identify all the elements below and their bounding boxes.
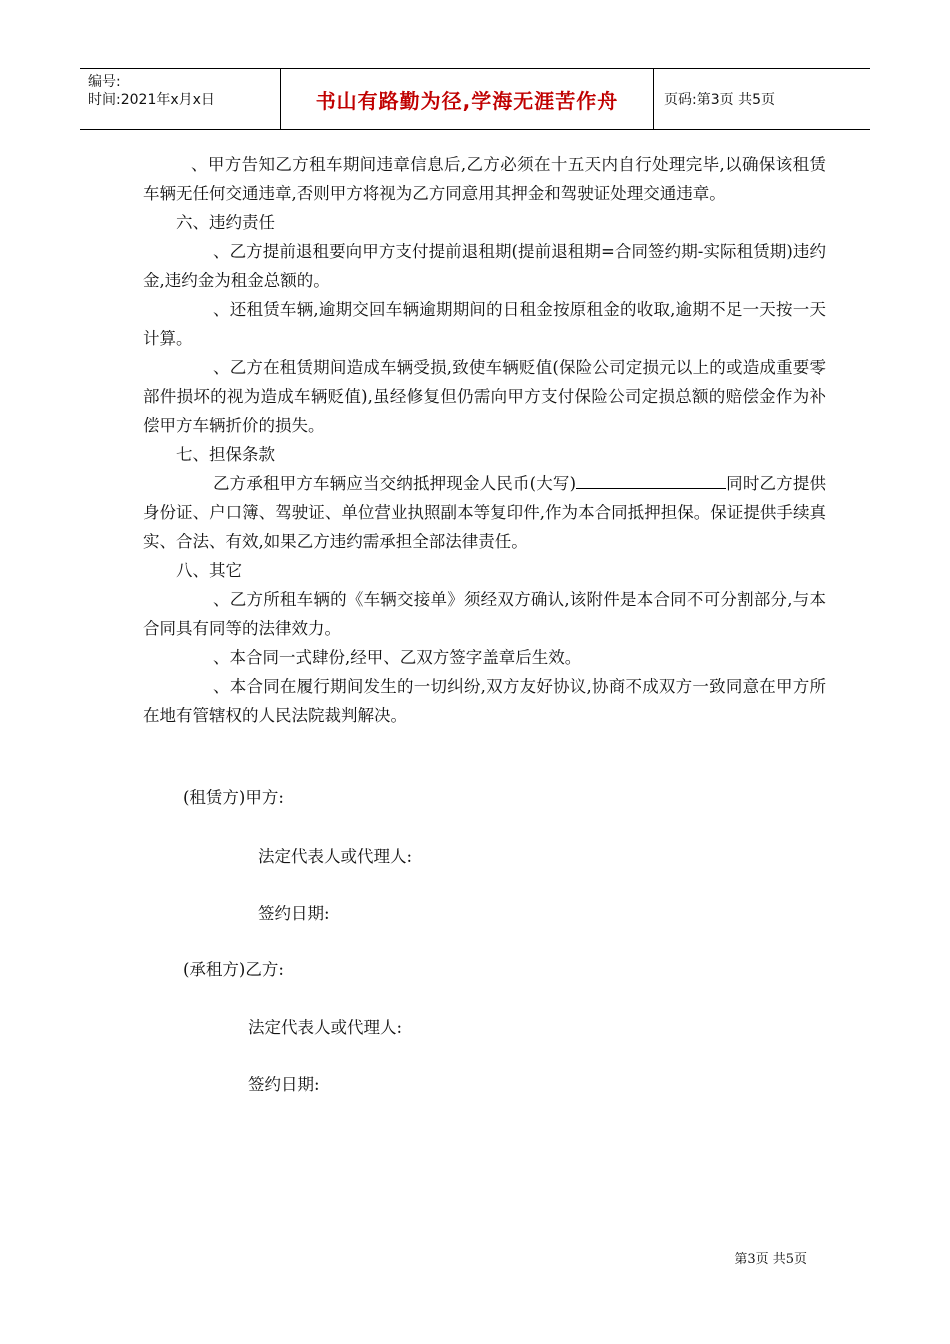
header-page-label: 页码:第3页 共5页	[664, 92, 775, 108]
clause-handover-sheet: 、乙方所租车辆的《车辆交接单》须经双方确认,该附件是本合同不可分割部分,与本合同具有同等的法律效力。	[143, 590, 826, 638]
section-heading-other: 八、其它	[176, 561, 242, 580]
lessor-sign-date-label: 签约日期:	[258, 904, 330, 923]
clause-copies: 、本合同一式肆份,经甲、乙双方签字盖章后生效。	[213, 648, 582, 667]
section-heading-guarantee: 七、担保条款	[176, 445, 275, 464]
lessor-representative-label: 法定代表人或代理人:	[258, 847, 413, 866]
lessee-sign-date-label: 签约日期:	[248, 1075, 320, 1094]
clause-vehicle-damage: 、乙方在租赁期间造成车辆受损,致使车辆贬值(保险公司定损元以上的或造成重要零部件损坏的视为造成车辆贬值),虽经修复但仍需向甲方支付保险公司定损总额的赔偿金作为补偿甲方车辆折价的损失。	[143, 358, 826, 435]
clause-deposit	[143, 469, 826, 556]
page-footer: 第3页 共5页	[734, 1252, 807, 1267]
time-label: 时间:2021年x月x日	[88, 92, 215, 108]
page-header	[80, 68, 870, 130]
section-heading-breach: 六、违约责任	[176, 213, 275, 232]
clause-late-return: 、还租赁车辆,逾期交回车辆逾期期间的日租金按原租金的收取,逾期不足一天按一天计算。	[143, 300, 826, 348]
contract-body	[143, 150, 826, 730]
deposit-amount-blank	[576, 470, 726, 489]
lessor-label: (租赁方)甲方:	[183, 788, 284, 807]
header-page-cell	[654, 69, 870, 129]
clause-early-termination: 、乙方提前退租要向甲方支付提前退租期(提前退租期=合同签约期-实际租赁期)违约金,违约金为租金总额的。	[143, 242, 826, 290]
header-motto-cell	[281, 69, 654, 129]
header-meta-cell	[80, 69, 281, 129]
deposit-text-a: 乙方承租甲方车辆应当交纳抵押现金人民币(大写)	[213, 474, 577, 493]
deposit-text-b: 同时乙方提供身份证、户口簿、驾驶证、单位营业执照副本等复印件,作为本合同抵押担保。保证提供手续真实、合法、有效,如果乙方违约需承担全部法律责任。	[143, 474, 827, 551]
lessee-representative-label: 法定代表人或代理人:	[248, 1018, 403, 1037]
lessee-label: (承租方)乙方:	[183, 960, 284, 979]
clause-violation-handling: 、甲方告知乙方租车期间违章信息后,乙方必须在十五天内自行处理完毕,以确保该租赁车辆无任何交通违章,否则甲方将视为乙方同意用其押金和驾驶证处理交通违章。	[143, 155, 826, 203]
motto-text: 书山有路勤为径,学海无涯苦作舟	[315, 89, 619, 113]
clause-disputes: 、本合同在履行期间发生的一切纠纷,双方友好协议,协商不成双方一致同意在甲方所在地有管辖权的人民法院裁判解决。	[143, 677, 826, 725]
number-label: 编号:	[88, 74, 121, 90]
